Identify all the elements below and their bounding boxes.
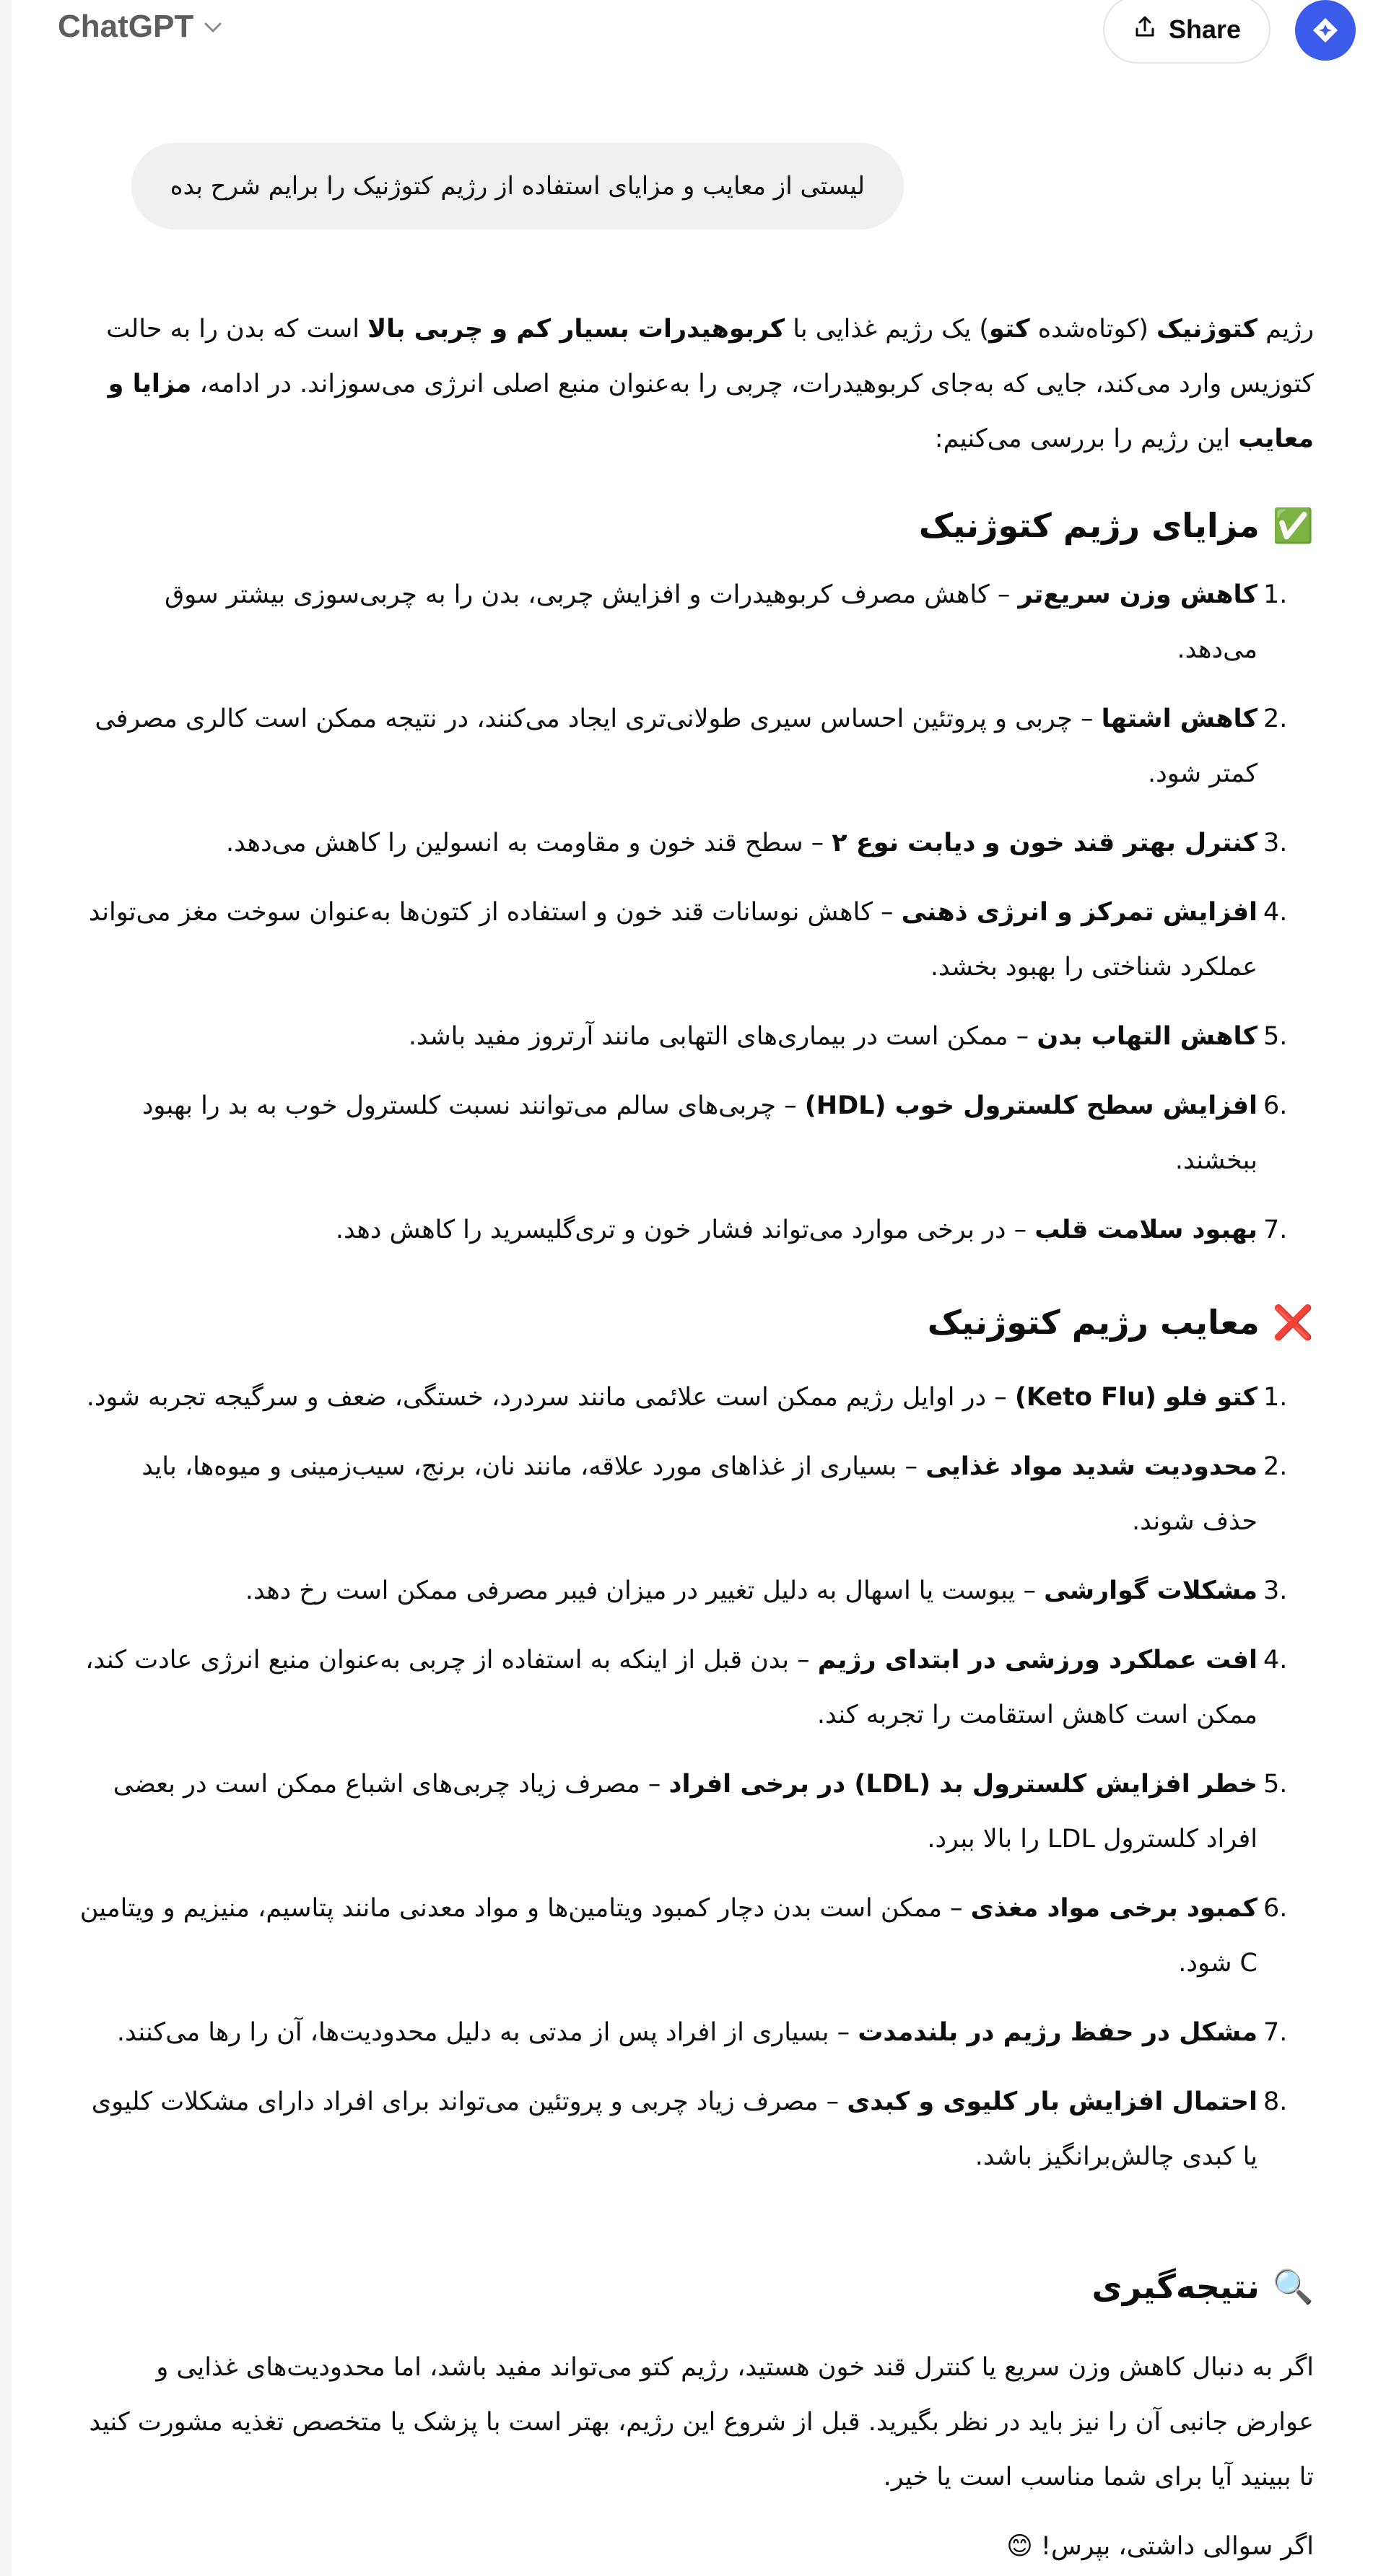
list-item xyxy=(79,1202,1314,1257)
item-title: کنترل بهتر قند خون و دیابت نوع ۲ xyxy=(832,829,1258,857)
item-text: – بسیاری از افراد پس از مدتی به دلیل محدودیت‌ها، آن را رها می‌کنند. xyxy=(116,2018,858,2047)
list-item xyxy=(79,1563,1314,1618)
list-item xyxy=(79,1078,1314,1188)
intro-bold-2: کتو xyxy=(989,315,1030,344)
list-item xyxy=(79,1009,1314,1064)
closing-line xyxy=(79,2519,1314,2574)
item-number: 5. xyxy=(1263,1022,1288,1051)
conclusion-body xyxy=(79,2340,1314,2505)
item-title: افزایش سطح کلسترول خوب (HDL) xyxy=(804,1091,1258,1120)
cons-heading-text: معایب رژیم کتوژنیک xyxy=(927,1303,1260,1342)
item-text: – چربی‌های سالم می‌توانند نسبت کلسترول خوب به بد را بهبود ببخشند. xyxy=(141,1091,1258,1175)
cons-heading xyxy=(79,1293,1314,1351)
pros-heading-text: مزایای رژیم کتوژنیک xyxy=(918,506,1260,545)
intro-paragraph xyxy=(79,302,1314,466)
item-text: – بدن قبل از اینکه به استفاده از چربی به‌عنوان منبع انرژی عادت کند، ممکن است کاهش استقامت را تجربه کند. xyxy=(85,1646,1258,1729)
list-item xyxy=(79,567,1314,677)
item-number: 3. xyxy=(1263,1576,1288,1605)
intro-text-3: ) یک رژیم غذایی با xyxy=(785,315,989,344)
list-item xyxy=(79,1633,1314,1742)
item-text: – مصرف زیاد چربی و پروتئین می‌تواند برای افراد دارای مشکلات کلیوی یا کبدی چالش‌برانگیز باشد. xyxy=(91,2087,1258,2171)
share-label: Share xyxy=(1168,14,1242,44)
item-text: – مصرف زیاد چربی‌های اشباع ممکن است در بعضی افراد کلسترول LDL را بالا ببرد. xyxy=(113,1770,1258,1854)
item-number: 2. xyxy=(1263,1452,1288,1481)
item-title: احتمال افزایش بار کلیوی و کبدی xyxy=(847,2087,1258,2116)
item-title: افت عملکرد ورزشی در ابتدای رژیم xyxy=(817,1646,1258,1675)
user-message-bubble xyxy=(131,143,904,230)
cross-mark-icon: ❌ xyxy=(1272,1303,1314,1342)
item-title: بهبود سلامت قلب xyxy=(1034,1215,1258,1244)
list-item xyxy=(79,2005,1314,2060)
item-title: افزایش تمرکز و انرژی ذهنی xyxy=(901,898,1258,927)
top-bar xyxy=(0,0,1386,58)
pros-list xyxy=(79,567,1314,1257)
check-mark-icon: ✅ xyxy=(1272,506,1314,545)
assistant-intro xyxy=(79,302,1314,466)
user-message-text: لیستی از معایب و مزایای استفاده از رژیم کتوژنیک را برایم شرح بده xyxy=(170,172,865,201)
item-title: کاهش التهاب بدن xyxy=(1037,1022,1258,1051)
item-title: کاهش وزن سریع‌تر xyxy=(1018,580,1258,609)
pros-heading xyxy=(79,497,1314,554)
conclusion-heading-text: نتیجه‌گیری xyxy=(1091,2267,1260,2306)
share-icon xyxy=(1133,14,1157,45)
item-text: – ممکن است در بیماری‌های التهابی مانند آرتروز مفید باشد. xyxy=(408,1022,1037,1051)
cons-list xyxy=(79,1370,1314,2184)
item-title: کمبود برخی مواد مغذی xyxy=(970,1894,1258,1923)
intro-bold-4: مزایا و معایب xyxy=(108,370,1314,453)
list-item xyxy=(79,1881,1314,1991)
item-text: – کاهش نوسانات قند خون و استفاده از کتون‌ها به‌عنوان سوخت مغز می‌تواند عملکرد شناختی را بهبود بخشد. xyxy=(88,898,1258,982)
item-title: مشکل در حفظ رژیم در بلندمدت xyxy=(858,2018,1258,2047)
sparkle-diamond-icon xyxy=(1309,14,1341,46)
sidebar-edge xyxy=(0,0,12,2576)
intro-text-4: است که بدن را به حالت کتوزیس وارد می‌کند، جایی که به‌جای کربوهیدرات، چربی را به‌عنوان منبع اصلی انرژی می‌سوزاند. در ادامه، xyxy=(106,315,1314,398)
item-title: محدودیت شدید مواد غذایی xyxy=(925,1452,1258,1481)
item-title: مشکلات گوارشی xyxy=(1044,1576,1258,1605)
item-text: – ممکن است بدن دچار کمبود ویتامین‌ها و مواد معدنی مانند پتاسیم، منیزیم و ویتامین C شود. xyxy=(79,1894,1258,1978)
item-text: – در برخی موارد می‌تواند فشار خون و تری‌گلیسرید را کاهش دهد. xyxy=(335,1215,1035,1244)
intro-text-2: (کوتاه‌شده xyxy=(1029,315,1157,344)
profile-avatar[interactable] xyxy=(1295,0,1356,61)
item-number: 4. xyxy=(1263,1646,1288,1675)
item-number: 1. xyxy=(1263,1383,1288,1412)
intro-text-1: رژیم xyxy=(1258,315,1314,344)
item-number: 7. xyxy=(1263,2018,1288,2047)
item-number: 5. xyxy=(1263,1770,1288,1799)
conclusion-heading xyxy=(79,2258,1314,2315)
item-text: – بسیاری از غذاهای مورد علاقه، مانند نان، برنج، سیب‌زمینی و میوه‌ها، باید حذف شوند. xyxy=(141,1452,1258,1536)
list-item xyxy=(79,691,1314,801)
list-item xyxy=(79,1757,1314,1866)
conclusion-paragraph: اگر به دنبال کاهش وزن سریع یا کنترل قند خون هستید، رژیم کتو می‌تواند مفید باشد، اما محدودیت‌های غذایی و عوارض جانبی آن را نیز باید در نظر بگیرید. قبل از شروع این رژیم، بهتر است با پزشک یا متخصص تغذیه مشورت کنید تا ببینید آیا برای شما مناسب است یا خیر. xyxy=(89,2353,1314,2492)
item-text: – یبوست یا اسهال به دلیل تغییر در میزان فیبر مصرفی ممکن است رخ دهد. xyxy=(245,1576,1045,1605)
closing-text: اگر سوالی داشتی، بپرس! 😊 xyxy=(1006,2532,1314,2561)
intro-bold-3: کربوهیدرات بسیار کم و چربی بالا xyxy=(367,315,785,344)
cons-heading-row xyxy=(79,1293,1314,1351)
item-number: 6. xyxy=(1263,1091,1288,1120)
item-text: – در اوایل رژیم ممکن است علائمی مانند سردرد، خستگی، ضعف و سرگیجه تجربه شود. xyxy=(86,1383,1015,1412)
list-item xyxy=(79,885,1314,995)
app-title: ChatGPT xyxy=(58,9,194,44)
item-text: – کاهش مصرف کربوهیدرات و افزایش چربی، بدن را به چربی‌سوزی بیشتر سوق می‌دهد. xyxy=(165,580,1258,664)
item-text: – چربی و پروتئین احساس سیری طولانی‌تری ایجاد می‌کنند، در نتیجه ممکن است کالری مصرفی کمتر شود. xyxy=(95,704,1258,788)
list-item xyxy=(79,816,1314,870)
intro-bold-1: کتوژنیک xyxy=(1156,315,1258,344)
list-item xyxy=(79,1370,1314,1425)
item-number: 3. xyxy=(1263,829,1288,857)
item-number: 8. xyxy=(1263,2087,1288,2116)
pros-heading-row xyxy=(79,497,1314,554)
item-number: 2. xyxy=(1263,704,1288,733)
item-number: 7. xyxy=(1263,1215,1288,1244)
item-text: – سطح قند خون و مقاومت به انسولین را کاهش می‌دهد. xyxy=(226,829,832,857)
magnifier-icon: 🔍 xyxy=(1272,2267,1314,2306)
conclusion-heading-row xyxy=(79,2258,1314,2315)
list-item xyxy=(79,2074,1314,2184)
model-selector[interactable] xyxy=(58,9,222,45)
item-number: 1. xyxy=(1263,580,1288,609)
item-number: 4. xyxy=(1263,898,1288,927)
intro-text-5: این رژیم را بررسی می‌کنیم: xyxy=(934,424,1239,453)
item-number: 6. xyxy=(1263,1894,1288,1923)
share-button[interactable] xyxy=(1103,0,1270,64)
item-title: خطر افزایش کلسترول بد (LDL) در برخی افراد xyxy=(668,1770,1258,1799)
chevron-down-icon xyxy=(204,16,222,38)
item-title: کتو فلو (Keto Flu) xyxy=(1014,1383,1258,1412)
list-item xyxy=(79,1439,1314,1549)
item-title: کاهش اشتها xyxy=(1101,704,1258,733)
